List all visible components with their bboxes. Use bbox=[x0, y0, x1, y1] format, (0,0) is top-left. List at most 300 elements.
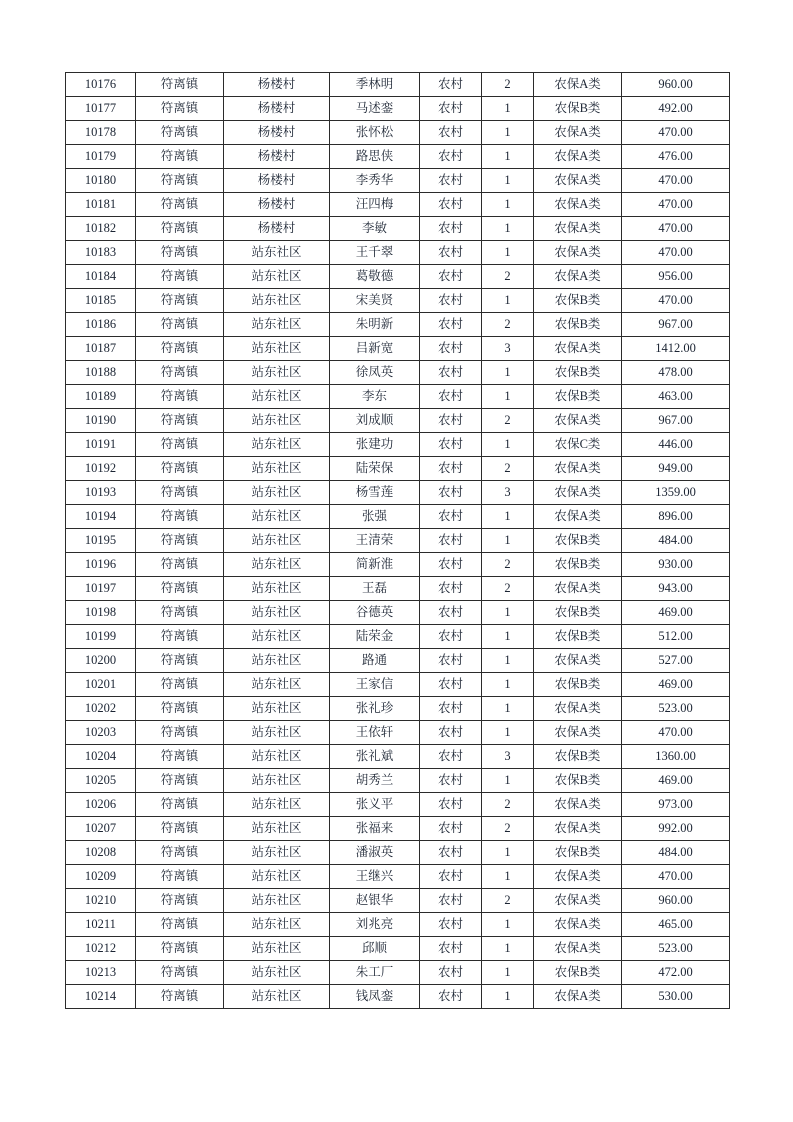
cell-type: 农村 bbox=[420, 457, 482, 481]
table-row bbox=[66, 937, 730, 961]
cell-id: 10190 bbox=[66, 409, 136, 433]
cell-village: 杨楼村 bbox=[224, 169, 330, 193]
cell-category: 农保A类 bbox=[534, 913, 622, 937]
cell-village: 站东社区 bbox=[224, 937, 330, 961]
cell-count: 1 bbox=[482, 697, 534, 721]
cell-amount: 470.00 bbox=[622, 289, 730, 313]
cell-name: 朱工厂 bbox=[330, 961, 420, 985]
cell-town: 符离镇 bbox=[136, 865, 224, 889]
cell-category: 农保B类 bbox=[534, 313, 622, 337]
cell-village: 站东社区 bbox=[224, 433, 330, 457]
table-body bbox=[66, 73, 730, 1009]
cell-category: 农保B类 bbox=[534, 961, 622, 985]
cell-name: 季林明 bbox=[330, 73, 420, 97]
cell-type: 农村 bbox=[420, 289, 482, 313]
cell-name: 刘兆亮 bbox=[330, 913, 420, 937]
cell-town: 符离镇 bbox=[136, 217, 224, 241]
cell-name: 张强 bbox=[330, 505, 420, 529]
cell-type: 农村 bbox=[420, 481, 482, 505]
cell-name: 李秀华 bbox=[330, 169, 420, 193]
table-row bbox=[66, 169, 730, 193]
cell-type: 农村 bbox=[420, 649, 482, 673]
table-row bbox=[66, 457, 730, 481]
cell-village: 站东社区 bbox=[224, 577, 330, 601]
cell-village: 站东社区 bbox=[224, 793, 330, 817]
cell-id: 10185 bbox=[66, 289, 136, 313]
cell-category: 农保B类 bbox=[534, 529, 622, 553]
cell-amount: 484.00 bbox=[622, 529, 730, 553]
cell-category: 农保B类 bbox=[534, 97, 622, 121]
cell-id: 10207 bbox=[66, 817, 136, 841]
cell-town: 符离镇 bbox=[136, 673, 224, 697]
cell-name: 张礼珍 bbox=[330, 697, 420, 721]
cell-village: 站东社区 bbox=[224, 841, 330, 865]
table-row bbox=[66, 241, 730, 265]
cell-count: 1 bbox=[482, 985, 534, 1009]
cell-category: 农保A类 bbox=[534, 985, 622, 1009]
cell-category: 农保A类 bbox=[534, 577, 622, 601]
cell-type: 农村 bbox=[420, 553, 482, 577]
cell-name: 葛敬德 bbox=[330, 265, 420, 289]
cell-id: 10198 bbox=[66, 601, 136, 625]
cell-category: 农保A类 bbox=[534, 217, 622, 241]
cell-name: 汪四梅 bbox=[330, 193, 420, 217]
cell-count: 1 bbox=[482, 961, 534, 985]
table-row bbox=[66, 193, 730, 217]
cell-village: 站东社区 bbox=[224, 265, 330, 289]
cell-amount: 470.00 bbox=[622, 865, 730, 889]
cell-count: 1 bbox=[482, 169, 534, 193]
cell-name: 张礼斌 bbox=[330, 745, 420, 769]
cell-amount: 478.00 bbox=[622, 361, 730, 385]
cell-category: 农保A类 bbox=[534, 697, 622, 721]
cell-category: 农保A类 bbox=[534, 937, 622, 961]
cell-amount: 463.00 bbox=[622, 385, 730, 409]
cell-town: 符离镇 bbox=[136, 481, 224, 505]
cell-count: 1 bbox=[482, 913, 534, 937]
cell-town: 符离镇 bbox=[136, 577, 224, 601]
cell-count: 1 bbox=[482, 769, 534, 793]
cell-type: 农村 bbox=[420, 745, 482, 769]
cell-town: 符离镇 bbox=[136, 193, 224, 217]
cell-id: 10193 bbox=[66, 481, 136, 505]
cell-village: 站东社区 bbox=[224, 697, 330, 721]
table-row bbox=[66, 217, 730, 241]
cell-category: 农保A类 bbox=[534, 145, 622, 169]
cell-category: 农保B类 bbox=[534, 769, 622, 793]
cell-name: 张建功 bbox=[330, 433, 420, 457]
cell-category: 农保A类 bbox=[534, 505, 622, 529]
cell-type: 农村 bbox=[420, 337, 482, 361]
cell-amount: 960.00 bbox=[622, 73, 730, 97]
cell-id: 10208 bbox=[66, 841, 136, 865]
cell-count: 1 bbox=[482, 673, 534, 697]
cell-id: 10199 bbox=[66, 625, 136, 649]
table-row bbox=[66, 841, 730, 865]
cell-count: 1 bbox=[482, 241, 534, 265]
cell-village: 站东社区 bbox=[224, 601, 330, 625]
cell-amount: 469.00 bbox=[622, 673, 730, 697]
cell-name: 陆荣金 bbox=[330, 625, 420, 649]
cell-town: 符离镇 bbox=[136, 145, 224, 169]
cell-town: 符离镇 bbox=[136, 961, 224, 985]
cell-amount: 930.00 bbox=[622, 553, 730, 577]
cell-name: 李敏 bbox=[330, 217, 420, 241]
cell-type: 农村 bbox=[420, 889, 482, 913]
cell-amount: 470.00 bbox=[622, 169, 730, 193]
cell-amount: 967.00 bbox=[622, 313, 730, 337]
cell-id: 10205 bbox=[66, 769, 136, 793]
cell-name: 王磊 bbox=[330, 577, 420, 601]
cell-name: 宋美贤 bbox=[330, 289, 420, 313]
cell-category: 农保A类 bbox=[534, 649, 622, 673]
cell-name: 王依轩 bbox=[330, 721, 420, 745]
cell-amount: 1412.00 bbox=[622, 337, 730, 361]
cell-type: 农村 bbox=[420, 985, 482, 1009]
cell-id: 10200 bbox=[66, 649, 136, 673]
cell-amount: 949.00 bbox=[622, 457, 730, 481]
cell-amount: 960.00 bbox=[622, 889, 730, 913]
cell-category: 农保A类 bbox=[534, 457, 622, 481]
cell-id: 10209 bbox=[66, 865, 136, 889]
cell-count: 2 bbox=[482, 793, 534, 817]
cell-category: 农保B类 bbox=[534, 745, 622, 769]
cell-id: 10191 bbox=[66, 433, 136, 457]
cell-town: 符离镇 bbox=[136, 553, 224, 577]
cell-amount: 470.00 bbox=[622, 721, 730, 745]
table-row bbox=[66, 865, 730, 889]
cell-count: 1 bbox=[482, 937, 534, 961]
cell-count: 2 bbox=[482, 889, 534, 913]
cell-village: 杨楼村 bbox=[224, 217, 330, 241]
cell-amount: 476.00 bbox=[622, 145, 730, 169]
cell-type: 农村 bbox=[420, 385, 482, 409]
cell-town: 符离镇 bbox=[136, 265, 224, 289]
cell-village: 站东社区 bbox=[224, 889, 330, 913]
cell-town: 符离镇 bbox=[136, 121, 224, 145]
cell-category: 农保B类 bbox=[534, 553, 622, 577]
cell-id: 10187 bbox=[66, 337, 136, 361]
cell-type: 农村 bbox=[420, 577, 482, 601]
cell-id: 10189 bbox=[66, 385, 136, 409]
cell-count: 1 bbox=[482, 193, 534, 217]
table-row bbox=[66, 337, 730, 361]
cell-name: 李东 bbox=[330, 385, 420, 409]
cell-id: 10178 bbox=[66, 121, 136, 145]
table-row bbox=[66, 289, 730, 313]
cell-town: 符离镇 bbox=[136, 73, 224, 97]
table-row bbox=[66, 769, 730, 793]
cell-town: 符离镇 bbox=[136, 913, 224, 937]
cell-count: 2 bbox=[482, 409, 534, 433]
cell-town: 符离镇 bbox=[136, 745, 224, 769]
cell-village: 站东社区 bbox=[224, 337, 330, 361]
cell-count: 1 bbox=[482, 649, 534, 673]
cell-village: 站东社区 bbox=[224, 913, 330, 937]
table-row bbox=[66, 481, 730, 505]
cell-amount: 1359.00 bbox=[622, 481, 730, 505]
cell-id: 10203 bbox=[66, 721, 136, 745]
cell-category: 农保B类 bbox=[534, 625, 622, 649]
cell-id: 10202 bbox=[66, 697, 136, 721]
table-row bbox=[66, 505, 730, 529]
cell-name: 刘成顺 bbox=[330, 409, 420, 433]
cell-category: 农保A类 bbox=[534, 121, 622, 145]
table-row bbox=[66, 73, 730, 97]
cell-amount: 484.00 bbox=[622, 841, 730, 865]
cell-category: 农保C类 bbox=[534, 433, 622, 457]
cell-id: 10188 bbox=[66, 361, 136, 385]
cell-name: 钱凤銮 bbox=[330, 985, 420, 1009]
cell-type: 农村 bbox=[420, 793, 482, 817]
cell-id: 10214 bbox=[66, 985, 136, 1009]
cell-name: 徐凤英 bbox=[330, 361, 420, 385]
cell-town: 符离镇 bbox=[136, 721, 224, 745]
cell-village: 站东社区 bbox=[224, 481, 330, 505]
subsidy-roster-table bbox=[65, 72, 730, 1009]
cell-amount: 469.00 bbox=[622, 601, 730, 625]
cell-village: 站东社区 bbox=[224, 769, 330, 793]
cell-village: 站东社区 bbox=[224, 721, 330, 745]
cell-amount: 470.00 bbox=[622, 193, 730, 217]
cell-category: 农保A类 bbox=[534, 169, 622, 193]
cell-count: 2 bbox=[482, 577, 534, 601]
cell-village: 站东社区 bbox=[224, 625, 330, 649]
cell-name: 路通 bbox=[330, 649, 420, 673]
cell-category: 农保A类 bbox=[534, 481, 622, 505]
cell-name: 谷德英 bbox=[330, 601, 420, 625]
cell-category: 农保A类 bbox=[534, 265, 622, 289]
cell-category: 农保A类 bbox=[534, 721, 622, 745]
table-row bbox=[66, 361, 730, 385]
table-row bbox=[66, 529, 730, 553]
cell-name: 吕新宽 bbox=[330, 337, 420, 361]
cell-type: 农村 bbox=[420, 505, 482, 529]
cell-amount: 527.00 bbox=[622, 649, 730, 673]
cell-count: 1 bbox=[482, 865, 534, 889]
cell-type: 农村 bbox=[420, 73, 482, 97]
cell-id: 10192 bbox=[66, 457, 136, 481]
cell-amount: 492.00 bbox=[622, 97, 730, 121]
cell-category: 农保A类 bbox=[534, 241, 622, 265]
cell-amount: 470.00 bbox=[622, 217, 730, 241]
cell-village: 站东社区 bbox=[224, 529, 330, 553]
cell-name: 马述銮 bbox=[330, 97, 420, 121]
cell-village: 杨楼村 bbox=[224, 193, 330, 217]
cell-id: 10206 bbox=[66, 793, 136, 817]
cell-village: 站东社区 bbox=[224, 865, 330, 889]
cell-name: 王继兴 bbox=[330, 865, 420, 889]
cell-count: 2 bbox=[482, 817, 534, 841]
cell-id: 10183 bbox=[66, 241, 136, 265]
cell-name: 路思侠 bbox=[330, 145, 420, 169]
cell-village: 杨楼村 bbox=[224, 145, 330, 169]
table-row bbox=[66, 433, 730, 457]
table-row bbox=[66, 817, 730, 841]
table-row bbox=[66, 721, 730, 745]
cell-amount: 472.00 bbox=[622, 961, 730, 985]
cell-town: 符离镇 bbox=[136, 241, 224, 265]
cell-amount: 512.00 bbox=[622, 625, 730, 649]
cell-name: 潘淑英 bbox=[330, 841, 420, 865]
cell-count: 1 bbox=[482, 121, 534, 145]
cell-type: 农村 bbox=[420, 841, 482, 865]
cell-count: 2 bbox=[482, 457, 534, 481]
cell-type: 农村 bbox=[420, 97, 482, 121]
cell-type: 农村 bbox=[420, 673, 482, 697]
cell-village: 站东社区 bbox=[224, 745, 330, 769]
cell-count: 1 bbox=[482, 529, 534, 553]
cell-amount: 446.00 bbox=[622, 433, 730, 457]
cell-category: 农保B类 bbox=[534, 361, 622, 385]
cell-town: 符离镇 bbox=[136, 817, 224, 841]
cell-type: 农村 bbox=[420, 409, 482, 433]
cell-amount: 967.00 bbox=[622, 409, 730, 433]
cell-village: 站东社区 bbox=[224, 961, 330, 985]
cell-type: 农村 bbox=[420, 241, 482, 265]
cell-count: 1 bbox=[482, 625, 534, 649]
cell-id: 10180 bbox=[66, 169, 136, 193]
cell-category: 农保B类 bbox=[534, 385, 622, 409]
cell-category: 农保B类 bbox=[534, 601, 622, 625]
cell-count: 3 bbox=[482, 481, 534, 505]
cell-town: 符离镇 bbox=[136, 457, 224, 481]
table-row bbox=[66, 985, 730, 1009]
cell-id: 10201 bbox=[66, 673, 136, 697]
cell-count: 1 bbox=[482, 97, 534, 121]
cell-count: 1 bbox=[482, 601, 534, 625]
cell-town: 符离镇 bbox=[136, 169, 224, 193]
table-row bbox=[66, 889, 730, 913]
cell-count: 1 bbox=[482, 505, 534, 529]
cell-town: 符离镇 bbox=[136, 889, 224, 913]
cell-type: 农村 bbox=[420, 193, 482, 217]
cell-count: 2 bbox=[482, 553, 534, 577]
cell-id: 10177 bbox=[66, 97, 136, 121]
cell-id: 10179 bbox=[66, 145, 136, 169]
cell-village: 站东社区 bbox=[224, 289, 330, 313]
cell-category: 农保B类 bbox=[534, 673, 622, 697]
table-row bbox=[66, 121, 730, 145]
cell-type: 农村 bbox=[420, 169, 482, 193]
cell-type: 农村 bbox=[420, 937, 482, 961]
table-row bbox=[66, 409, 730, 433]
cell-town: 符离镇 bbox=[136, 769, 224, 793]
cell-category: 农保B类 bbox=[534, 841, 622, 865]
cell-village: 站东社区 bbox=[224, 505, 330, 529]
cell-category: 农保A类 bbox=[534, 337, 622, 361]
cell-amount: 469.00 bbox=[622, 769, 730, 793]
cell-amount: 470.00 bbox=[622, 241, 730, 265]
cell-category: 农保B类 bbox=[534, 289, 622, 313]
cell-amount: 1360.00 bbox=[622, 745, 730, 769]
cell-id: 10197 bbox=[66, 577, 136, 601]
cell-category: 农保A类 bbox=[534, 889, 622, 913]
cell-town: 符离镇 bbox=[136, 601, 224, 625]
cell-id: 10213 bbox=[66, 961, 136, 985]
cell-count: 2 bbox=[482, 265, 534, 289]
cell-town: 符离镇 bbox=[136, 289, 224, 313]
cell-type: 农村 bbox=[420, 865, 482, 889]
cell-type: 农村 bbox=[420, 529, 482, 553]
cell-amount: 973.00 bbox=[622, 793, 730, 817]
table-row bbox=[66, 313, 730, 337]
cell-type: 农村 bbox=[420, 145, 482, 169]
table-row bbox=[66, 793, 730, 817]
cell-town: 符离镇 bbox=[136, 409, 224, 433]
cell-name: 张义平 bbox=[330, 793, 420, 817]
cell-town: 符离镇 bbox=[136, 97, 224, 121]
cell-town: 符离镇 bbox=[136, 793, 224, 817]
cell-count: 1 bbox=[482, 433, 534, 457]
cell-amount: 530.00 bbox=[622, 985, 730, 1009]
cell-count: 1 bbox=[482, 145, 534, 169]
cell-id: 10195 bbox=[66, 529, 136, 553]
cell-id: 10211 bbox=[66, 913, 136, 937]
cell-name: 杨雪莲 bbox=[330, 481, 420, 505]
cell-name: 胡秀兰 bbox=[330, 769, 420, 793]
cell-amount: 896.00 bbox=[622, 505, 730, 529]
cell-village: 杨楼村 bbox=[224, 73, 330, 97]
cell-name: 张福来 bbox=[330, 817, 420, 841]
cell-town: 符离镇 bbox=[136, 529, 224, 553]
cell-count: 2 bbox=[482, 313, 534, 337]
cell-type: 农村 bbox=[420, 601, 482, 625]
cell-village: 站东社区 bbox=[224, 457, 330, 481]
cell-town: 符离镇 bbox=[136, 433, 224, 457]
cell-amount: 943.00 bbox=[622, 577, 730, 601]
cell-name: 王千翠 bbox=[330, 241, 420, 265]
cell-count: 1 bbox=[482, 841, 534, 865]
cell-town: 符离镇 bbox=[136, 625, 224, 649]
cell-type: 农村 bbox=[420, 697, 482, 721]
cell-town: 符离镇 bbox=[136, 313, 224, 337]
cell-category: 农保A类 bbox=[534, 73, 622, 97]
cell-town: 符离镇 bbox=[136, 937, 224, 961]
cell-name: 赵银华 bbox=[330, 889, 420, 913]
cell-count: 1 bbox=[482, 721, 534, 745]
cell-id: 10176 bbox=[66, 73, 136, 97]
table-row bbox=[66, 601, 730, 625]
table-row bbox=[66, 649, 730, 673]
cell-town: 符离镇 bbox=[136, 505, 224, 529]
cell-category: 农保A类 bbox=[534, 865, 622, 889]
cell-town: 符离镇 bbox=[136, 697, 224, 721]
cell-town: 符离镇 bbox=[136, 361, 224, 385]
cell-village: 杨楼村 bbox=[224, 121, 330, 145]
cell-category: 农保A类 bbox=[534, 193, 622, 217]
cell-type: 农村 bbox=[420, 313, 482, 337]
cell-count: 3 bbox=[482, 337, 534, 361]
table-row bbox=[66, 577, 730, 601]
cell-id: 10181 bbox=[66, 193, 136, 217]
cell-village: 站东社区 bbox=[224, 385, 330, 409]
cell-amount: 523.00 bbox=[622, 937, 730, 961]
table-row bbox=[66, 553, 730, 577]
table-row bbox=[66, 385, 730, 409]
table-row bbox=[66, 265, 730, 289]
cell-name: 陆荣保 bbox=[330, 457, 420, 481]
cell-town: 符离镇 bbox=[136, 841, 224, 865]
cell-type: 农村 bbox=[420, 721, 482, 745]
cell-town: 符离镇 bbox=[136, 337, 224, 361]
cell-id: 10194 bbox=[66, 505, 136, 529]
cell-name: 王清荣 bbox=[330, 529, 420, 553]
cell-category: 农保A类 bbox=[534, 409, 622, 433]
table-row bbox=[66, 625, 730, 649]
table-row bbox=[66, 145, 730, 169]
cell-type: 农村 bbox=[420, 433, 482, 457]
